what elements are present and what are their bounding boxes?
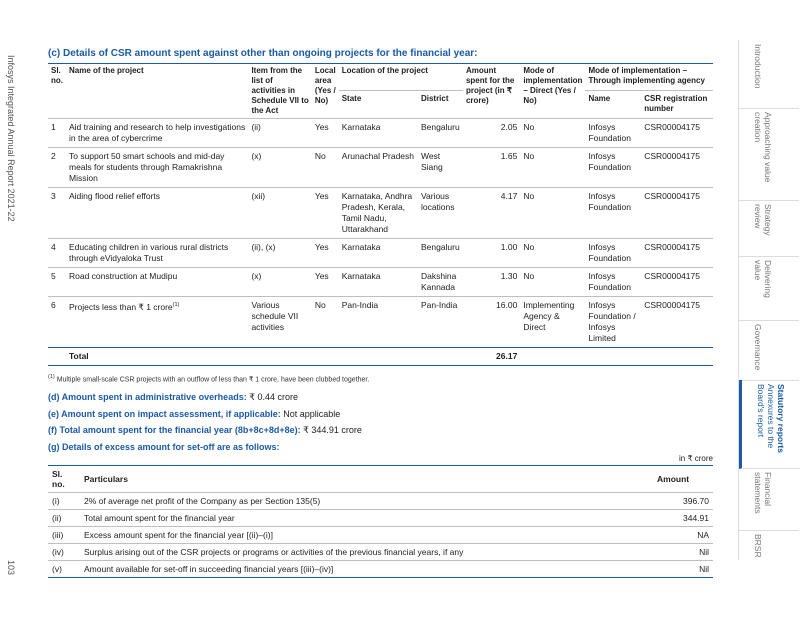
section-g [48,442,713,452]
cell-state: Karnataka, Andhra Pradesh, Kerala, Tamil Nadu, Uttarakhand [339,188,418,239]
header-state: State [339,90,418,118]
cell-amount: 396.70 [653,493,713,510]
cell-item: (ii) [248,119,311,148]
cell-agency: Infosys Foundation [585,268,641,297]
cell-state: Karnataka [339,239,418,268]
cell-sl: 2 [48,148,66,188]
total-value: 26.17 [463,348,520,366]
header-local: Local area (Yes / No) [312,64,339,119]
section-e-label: (e) Amount spent on impact assessment, if applicable: [48,409,281,420]
cell-local: No [312,297,339,348]
left-margin [0,0,40,618]
cell-direct: No [520,148,585,188]
section-f-label: (f) Total amount spent for the financial year (8b+8c+8d+8e): [48,425,301,436]
cell-item: Various schedule VII activities [248,297,311,348]
cell-csr: CSR00004175 [641,297,713,348]
cell-district: Various locations [418,188,463,239]
cell-state: Karnataka [339,119,418,148]
section-f [48,425,713,436]
table-row [48,268,713,297]
total-row [48,348,713,366]
nav-statutory-reports[interactable] [739,380,800,469]
cell-csr: CSR00004175 [641,119,713,148]
cell-particulars: Total amount spent for the financial year [80,510,653,527]
cell-direct: No [520,119,585,148]
cell-local: Yes [312,119,339,148]
section-c-title: (c) Details of CSR amount spent against other than ongoing projects for the financial year: [48,48,478,59]
cell-name-text: Projects less than ₹ 1 crore [68,301,173,312]
cell-district: Pan-India [418,297,463,348]
cell-particulars: Excess amount spent for the financial year [(ii)–(i)] [80,527,653,544]
header-sl: Sl. no. [48,466,80,493]
cell-amount: 16.00 [463,297,520,348]
cell-name: Aiding flood relief efforts [66,188,248,239]
cell-local: Yes [312,188,339,239]
set-off-table [48,465,713,578]
nav-approaching-value-creation[interactable] [739,108,799,201]
nav-label: Approaching value creation [753,112,773,183]
cell-item: (x) [248,268,311,297]
nav-label: Financial statements [753,472,773,514]
footnote [48,374,713,383]
cell-district: West Siang [418,148,463,188]
cell-name [66,297,248,348]
nav-label-group [756,384,786,454]
cell-sl: (v) [48,561,80,578]
cell-sl: 5 [48,268,66,297]
cell-sl: 4 [48,239,66,268]
cell-csr: CSR00004175 [641,268,713,297]
cell-direct: No [520,268,585,297]
cell-name: Educating children in various rural districts through eVidyaloka Trust [66,239,248,268]
cell-local: Yes [312,268,339,297]
header-location: Location of the project [339,64,463,91]
table-row [48,527,713,544]
nav-strategy-review[interactable] [739,200,799,257]
cell-particulars: Amount available for set-off in succeeding financial years [(iii)–(iv)] [80,561,653,578]
header-amount: Amount [653,466,713,493]
header-name: Name of the project [66,64,248,119]
table-row [48,544,713,561]
section-d-label: (d) Amount spent in administrative overheads: [48,392,247,403]
cell-local: Yes [312,239,339,268]
cell-amount: 4.17 [463,188,520,239]
cell-amount: 344.91 [653,510,713,527]
cell-amount: 2.05 [463,119,520,148]
cell-item: (xii) [248,188,311,239]
section-f-value: ₹ 344.91 crore [303,425,362,436]
cell-state: Karnataka [339,268,418,297]
cell-csr: CSR00004175 [641,148,713,188]
table-row [48,561,713,578]
cell-amount: NA [653,527,713,544]
cell-local: No [312,148,339,188]
footnote-ref: (1) [172,302,180,308]
cell-sl: (iii) [48,527,80,544]
csr-projects-table [48,63,713,366]
cell-amount: Nil [653,561,713,578]
cell-csr: CSR00004175 [641,239,713,268]
nav-introduction[interactable] [739,40,799,109]
table-row [48,119,713,148]
cell-state: Arunachal Pradesh [339,148,418,188]
nav-label: BRSR [753,534,763,558]
section-nav [738,40,799,560]
cell-district: Bengaluru [418,239,463,268]
cell-agency: Infosys Foundation / Infosys Limited [585,297,641,348]
cell-sl: 1 [48,119,66,148]
footnote-marker: (1) [48,374,55,380]
section-e [48,409,713,419]
cell-amount: 1.00 [463,239,520,268]
page-number: 103 [6,560,16,576]
cell-state: Pan-India [339,297,418,348]
report-title: Infosys Integrated Annual Report 2021-22 [6,55,16,222]
section-e-value: Not applicable [283,409,341,420]
cell-sl: (ii) [48,510,80,527]
nav-label: Statutory reports [776,384,786,453]
cell-amount: 1.65 [463,148,520,188]
header-district: District [418,90,463,118]
header-particulars: Particulars [80,466,653,493]
cell-particulars: 2% of average net profit of the Company as per Section 135(5) [80,493,653,510]
cell-direct: No [520,188,585,239]
header-amount: Amount spent for the project (in ₹ crore) [463,64,520,119]
cell-name: Road construction at Mudipu [66,268,248,297]
table-row [48,188,713,239]
cell-name: To support 50 smart schools and mid-day meals for students through Ramakrishna Mission [66,148,248,188]
nav-delivering-value[interactable] [739,256,799,321]
cell-sl: 3 [48,188,66,239]
table-row [48,239,713,268]
table-row [48,493,713,510]
cell-amount: Nil [653,544,713,561]
section-g-title: (g) Details of excess amount for set-off are as follows: [48,442,280,453]
cell-item: (ii), (x) [248,239,311,268]
nav-brsr[interactable] [739,530,799,560]
cell-direct: No [520,239,585,268]
nav-sublabel: Annexures to the Board's report [756,384,776,449]
header-csr-reg: CSR registration number [641,90,713,118]
cell-direct: Implementing Agency & Direct [520,297,585,348]
nav-financial-statements[interactable] [739,468,799,531]
header-mode-agency: Mode of implementation – Through implementing agency [585,64,713,91]
unit-label: in ₹ crore [679,454,713,464]
nav-label: Strategy review [753,204,773,236]
cell-sl: (i) [48,493,80,510]
table-row [48,297,713,348]
nav-label: Delivering value [753,260,773,298]
cell-district: Dakshina Kannada [418,268,463,297]
main-content [48,48,713,578]
cell-sl: (iv) [48,544,80,561]
section-d [48,392,713,403]
header-mode-direct: Mode of implementation – Direct (Yes / No) [520,64,585,119]
cell-agency: Infosys Foundation [585,188,641,239]
table-row [48,148,713,188]
nav-label: Introduction [753,44,763,89]
nav-label: Governance [753,324,763,371]
section-d-value: ₹ 0.44 crore [249,392,298,403]
header-agency-name: Name [585,90,641,118]
cell-item: (x) [248,148,311,188]
cell-sl: 6 [48,297,66,348]
nav-governance[interactable] [739,320,799,381]
cell-agency: Infosys Foundation [585,239,641,268]
total-label: Total [66,348,248,366]
cell-amount: 1.30 [463,268,520,297]
header-item: Item from the list of activities in Schedule VII to the Act [248,64,311,119]
cell-district: Bengaluru [418,119,463,148]
cell-particulars: Surplus arising out of the CSR projects or programs or activities of the previous financial years, if any [80,544,653,561]
footnote-text: Multiple small-scale CSR projects with an outflow of less than ₹ 1 crore, have been clubbed together. [56,376,370,384]
cell-agency: Infosys Foundation [585,148,641,188]
cell-agency: Infosys Foundation [585,119,641,148]
cell-name: Aid training and research to help investigations in the area of cybercrime [66,119,248,148]
cell-csr: CSR00004175 [641,188,713,239]
table-row [48,510,713,527]
header-sl: Sl. no. [48,64,66,119]
